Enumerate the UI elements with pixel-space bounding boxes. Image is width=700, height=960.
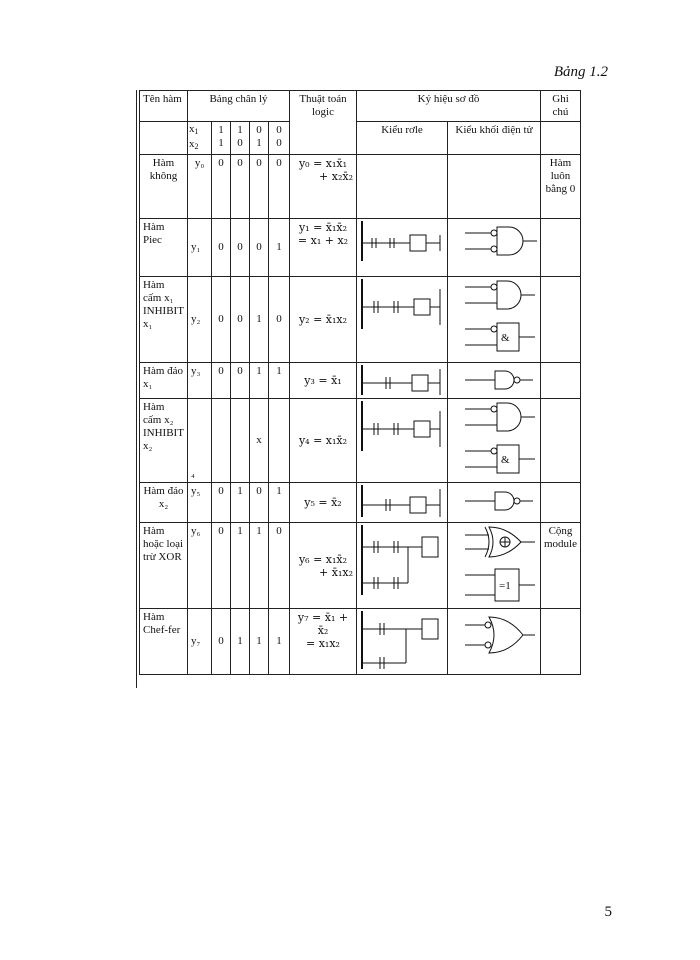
table-row: Hàm đảo x₁ y₃ 0 0 1 1 y₃ = x̄₁ bbox=[140, 363, 581, 399]
table-row: Hàm Piec y₁ 0 0 0 1 y₁ = x̄₁x̄₂ = x₁ + x₂ bbox=[140, 219, 581, 277]
logic-function-table: Tên hàm Bảng chân lý Thuật toán logic Ký hiệu sơ đồ Ghi chú $x_1$ $x_2$ 1 1 1 0 0 1 0 0 Kiểu rơle Kiểu khối điện tử Hàm không y₀ 0 0 0 0 y₀ = x₁x̄₁ + x₂x̄₂ Hàm luôn bằng 0 Hàm Piec y₁ 0 0 0 1 y₁ = x̄₁x̄₂ = x₁ + x₂ Hàm cấm x₁ INHIBIT x₁ y₂ 0 0 1 0 y₂ = x̄₁x₂ & Hàm đảo x₁ y₃ 0 0 1 1 y₃ = x̄₁ Hàm cấm x₂ INHIBIT x₂ ₄ x y₄ = x₁x̄₂ & Hàm đảo x₂ y₅ 0 1 0 1 y₅ = x̄₂ Hàm hoặc loại trừ XOR y₆ 0 1 1 0 y₆ = x₁x̄₂ + x̄₁x₂ =1 Cộng module Hàm Chef-fer y₇ 0 1 1 1 y₇ = x̄₁ + x̄₂ = x₁x₂ bbox=[139, 90, 581, 675]
svg-text:&: & bbox=[501, 332, 510, 344]
table-row: Hàm đảo x₂ y₅ 0 1 0 1 y₅ = x̄₂ bbox=[140, 483, 581, 523]
not-gate-diagram bbox=[448, 363, 541, 399]
header-name: Tên hàm bbox=[140, 91, 188, 122]
xor-gate-diagram bbox=[448, 523, 541, 609]
header-note: Ghi chú bbox=[541, 91, 581, 122]
table-row: Hàm cấm x₂ INHIBIT x₂ ₄ x y₄ = x₁x̄₂ & bbox=[140, 399, 581, 483]
relay-diagram bbox=[357, 277, 448, 363]
not-gate-diagram bbox=[448, 483, 541, 523]
relay-diagram bbox=[357, 363, 448, 399]
header-algorithm: Thuật toán logic bbox=[290, 91, 357, 155]
header-electronic: Kiểu khối điện tử bbox=[448, 122, 541, 155]
relay-diagram bbox=[357, 219, 448, 277]
relay-diagram bbox=[357, 399, 448, 483]
relay-diagram bbox=[357, 483, 448, 523]
header-symbol: Ký hiệu sơ đồ bbox=[357, 91, 541, 122]
page-number: 5 bbox=[604, 904, 612, 920]
table-row: Hàm hoặc loại trừ XOR y₆ 0 1 1 0 y₆ = x₁x̄₂ + x̄₁x₂ =1 Cộng module bbox=[140, 523, 581, 609]
table-row: Hàm không y₀ 0 0 0 0 y₀ = x₁x̄₁ + x₂x̄₂ Hàm luôn bằng 0 bbox=[140, 155, 581, 219]
relay-diagram bbox=[357, 609, 448, 675]
inhibit-gate-diagram bbox=[448, 399, 541, 483]
nor-gate-diagram bbox=[448, 219, 541, 277]
relay-diagram bbox=[357, 523, 448, 609]
table-row: Hàm cấm x₁ INHIBIT x₁ y₂ 0 0 1 0 y₂ = x̄₁x₂ & bbox=[140, 277, 581, 363]
nand-gate-diagram bbox=[448, 609, 541, 675]
margin-rule bbox=[136, 90, 137, 688]
inhibit-gate-diagram bbox=[448, 277, 541, 363]
svg-text:=1: =1 bbox=[499, 580, 511, 592]
header-relay: Kiểu rơle bbox=[357, 122, 448, 155]
svg-text:&: & bbox=[501, 454, 510, 466]
header-truth-table: Bảng chân lý bbox=[188, 91, 290, 122]
table-row: Hàm Chef-fer y₇ 0 1 1 1 y₇ = x̄₁ + x̄₂ = x₁x₂ bbox=[140, 609, 581, 675]
header-inputs: $x_1$ $x_2$ bbox=[188, 122, 212, 155]
table-caption: Bảng 1.2 bbox=[553, 64, 608, 80]
